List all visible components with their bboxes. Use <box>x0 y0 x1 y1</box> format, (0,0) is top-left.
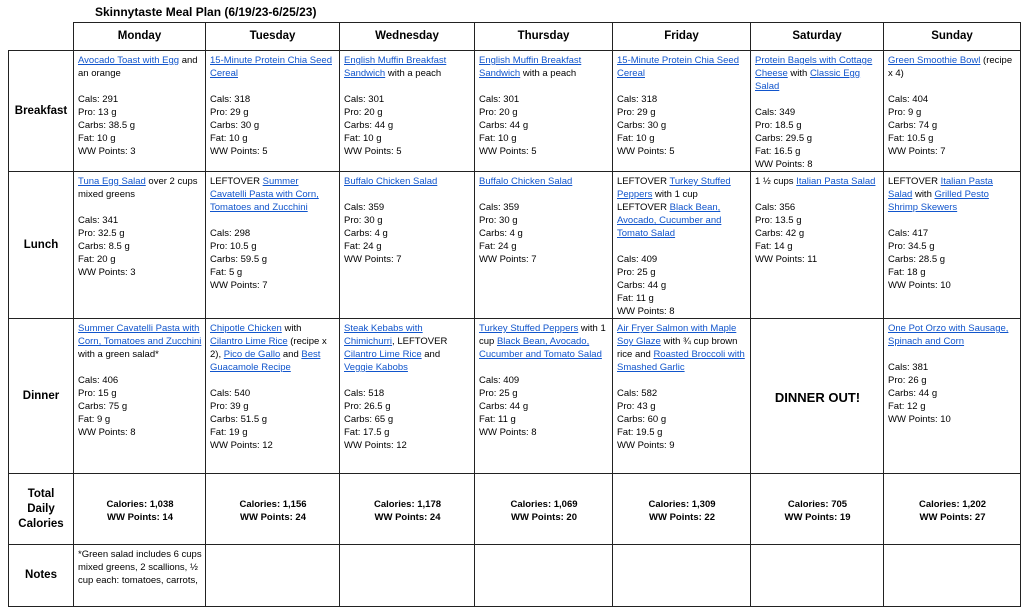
notes-cell-monday: *Green salad includes 6 cups mixed greens, 2 scallions, ½ cup each: tomatoes, carrots, <box>74 545 206 607</box>
recipe-link[interactable]: Buffalo Chicken Salad <box>479 176 573 187</box>
nutrition-line: Pro: 13.5 g <box>755 215 802 226</box>
spacer <box>617 80 747 93</box>
day-header-saturday: Saturday <box>751 23 884 51</box>
notes-cell-sunday <box>884 545 1021 607</box>
meal-text: 1 ½ cups <box>755 176 797 187</box>
nutrition-line: WW Points: 3 <box>78 146 136 157</box>
nutrition-line: Pro: 15 g <box>78 388 117 399</box>
nutrition-line: Pro: 29 g <box>210 107 249 118</box>
nutrition-line: Pro: 43 g <box>617 401 656 412</box>
nutrition-line: Cals: 298 <box>210 228 251 239</box>
total-calories: Calories: 1,038 <box>106 498 174 510</box>
meal-text: and <box>421 349 441 360</box>
meal-plan-table <box>8 22 1021 607</box>
nutrition-line: Cals: 318 <box>617 94 658 105</box>
nutrition-line: Fat: 10.5 g <box>888 133 934 144</box>
notes-row <box>9 545 1021 607</box>
recipe-link[interactable]: Italian Pasta Salad <box>888 176 993 200</box>
spacer <box>479 361 609 374</box>
nutrition-line: WW Points: 5 <box>210 146 268 157</box>
recipe-link[interactable]: Summer Cavatelli Pasta with Corn, Tomatoes and Zucchini <box>210 176 319 213</box>
row-label-total-line: Total <box>27 487 55 500</box>
meal-cell-saturday <box>751 51 884 172</box>
spacer <box>210 214 336 227</box>
recipe-link[interactable]: Turkey Stuffed Peppers <box>617 176 731 200</box>
notes-cell-thursday <box>475 545 613 607</box>
notes-cell-saturday <box>751 545 884 607</box>
nutrition-line: Pro: 9 g <box>888 107 922 118</box>
nutrition-line: Cals: 318 <box>210 94 251 105</box>
row-label-notes: Notes <box>9 545 74 607</box>
nutrition-line: Fat: 11 g <box>479 414 516 425</box>
nutrition-line: Carbs: 74 g <box>888 120 938 131</box>
nutrition-line: Carbs: 4 g <box>479 228 523 239</box>
meal-description <box>755 175 880 188</box>
notes-cell-tuesday <box>206 545 340 607</box>
nutrition-line: Carbs: 44 g <box>344 120 394 131</box>
meal-cell-monday <box>74 319 206 474</box>
nutrition-line: Fat: 10 g <box>78 133 116 144</box>
nutrition-line: WW Points: 7 <box>344 254 402 265</box>
recipe-link[interactable]: 15-Minute Protein Chia Seed Cereal <box>210 55 332 79</box>
meal-cell-thursday <box>475 51 613 172</box>
nutrition-line: Carbs: 44 g <box>479 120 529 131</box>
recipe-link[interactable]: Summer Cavatelli Pasta with Corn, Tomatoes and Zucchini <box>78 323 202 347</box>
nutrition-line: Cals: 356 <box>755 202 796 213</box>
row-label-breakfast: Breakfast <box>9 51 74 172</box>
nutrition-line: WW Points: 5 <box>344 146 402 157</box>
nutrition-line: Cals: 359 <box>344 202 385 213</box>
totals-row <box>9 474 1021 545</box>
page-title: Skinnytaste Meal Plan (6/19/23-6/25/23) <box>95 5 317 19</box>
notes-cell-friday <box>613 545 751 607</box>
spacer <box>755 93 880 106</box>
total-ww-points: WW Points: 20 <box>511 511 577 523</box>
nutrition-line: Carbs: 44 g <box>479 401 529 412</box>
recipe-link[interactable]: English Muffin Breakfast Sandwich <box>479 55 582 79</box>
nutrition-line: Fat: 9 g <box>78 414 111 425</box>
nutrition-line: Pro: 26.5 g <box>344 401 391 412</box>
total-ww-points: WW Points: 22 <box>649 511 715 523</box>
meal-cell-friday <box>613 51 751 172</box>
spacer <box>210 374 336 387</box>
nutrition-line: WW Points: 11 <box>755 254 818 265</box>
nutrition-line: WW Points: 7 <box>888 146 946 157</box>
nutrition-line: Fat: 10 g <box>479 133 517 144</box>
nutrition-line: Cals: 349 <box>755 107 796 118</box>
nutrition-line: Carbs: 30 g <box>210 120 260 131</box>
daily-total-thursday <box>475 474 613 545</box>
meal-text: with 1 cup <box>479 323 606 347</box>
recipe-link[interactable]: One Pot Orzo with Sausage, Spinach and Corn <box>888 323 1009 347</box>
spacer <box>479 80 609 93</box>
meal-text: with <box>281 323 302 334</box>
meal-cell-tuesday <box>206 172 340 319</box>
nutrition-line: Cals: 406 <box>78 375 119 386</box>
nutrition-line: Carbs: 30 g <box>617 120 667 131</box>
total-calories: Calories: 1,178 <box>373 498 442 510</box>
nutrition-line: Cals: 301 <box>344 94 385 105</box>
total-calories: Calories: 1,202 <box>918 498 987 510</box>
nutrition-line: Fat: 5 g <box>210 267 243 278</box>
meal-description <box>888 54 1017 80</box>
breakfast-row <box>9 51 1021 172</box>
meal-cell-monday <box>74 51 206 172</box>
day-header-wednesday: Wednesday <box>340 23 475 51</box>
meal-text: with a peach <box>520 68 577 79</box>
nutrition-line: Cals: 359 <box>479 202 520 213</box>
meal-description <box>617 322 747 374</box>
nutrition-line: Cals: 404 <box>888 94 929 105</box>
meal-description <box>344 54 471 80</box>
nutrition-line: Fat: 10 g <box>344 133 382 144</box>
meal-description <box>617 54 747 80</box>
spacer <box>210 80 336 93</box>
total-ww-points: WW Points: 27 <box>919 511 986 523</box>
meal-text: over 2 cups mixed greens <box>78 176 198 200</box>
spacer <box>344 80 471 93</box>
nutrition-line: Fat: 20 g <box>78 254 116 265</box>
spacer <box>78 361 202 374</box>
nutrition-line: WW Points: 12 <box>344 440 407 451</box>
total-calories: Calories: 1,069 <box>510 498 578 510</box>
row-label-dinner: Dinner <box>9 319 74 474</box>
nutrition-line: Fat: 18 g <box>888 267 926 278</box>
recipe-link[interactable]: Cilantro Lime Rice <box>344 349 422 360</box>
meal-description <box>888 175 1017 214</box>
nutrition-line: WW Points: 8 <box>755 159 813 170</box>
corner-cell <box>9 23 74 51</box>
meal-text: LEFTOVER <box>888 176 941 187</box>
meal-description <box>479 322 609 361</box>
dinner-out-label: DINNER OUT! <box>751 319 884 474</box>
meal-text: LEFTOVER <box>617 176 670 187</box>
recipe-link[interactable]: Veggie Kabobs <box>344 362 408 373</box>
total-ww-points: WW Points: 24 <box>374 511 441 523</box>
nutrition-line: Carbs: 38.5 g <box>78 120 136 131</box>
nutrition-line: WW Points: 12 <box>210 440 273 451</box>
nutrition-line: Cals: 291 <box>78 94 119 105</box>
meal-cell-tuesday <box>206 319 340 474</box>
nutrition-line: Pro: 25 g <box>617 267 656 278</box>
nutrition-line: Fat: 14 g <box>755 241 793 252</box>
recipe-link[interactable]: English Muffin Breakfast Sandwich <box>344 55 447 79</box>
nutrition-line: Pro: 39 g <box>210 401 249 412</box>
recipe-link[interactable]: Tuna Egg Salad <box>78 176 146 187</box>
nutrition-line: Carbs: 59.5 g <box>210 254 268 265</box>
nutrition-line: Carbs: 42 g <box>755 228 805 239</box>
nutrition-line: Pro: 26 g <box>888 375 927 386</box>
total-calories: Calories: 705 <box>787 498 848 510</box>
daily-total-saturday <box>751 474 884 545</box>
nutrition-line: WW Points: 5 <box>479 146 537 157</box>
day-header-friday: Friday <box>613 23 751 51</box>
meal-text: and <box>280 349 302 360</box>
recipe-link[interactable]: Protein Bagels with Cottage Cheese <box>755 55 873 79</box>
nutrition-line: Fat: 17.5 g <box>344 427 390 438</box>
meal-cell-wednesday <box>340 319 475 474</box>
nutrition-line: WW Points: 10 <box>888 414 951 425</box>
nutrition-line: Cals: 409 <box>617 254 658 265</box>
nutrition-line: Pro: 30 g <box>344 215 383 226</box>
day-header-thursday: Thursday <box>475 23 613 51</box>
recipe-link[interactable]: Chipotle Chicken <box>210 323 282 334</box>
meal-description <box>888 322 1017 348</box>
nutrition-line: Cals: 341 <box>78 215 119 226</box>
meal-description <box>344 175 471 188</box>
nutrition-line: Pro: 32.5 g <box>78 228 125 239</box>
row-label-lunch: Lunch <box>9 172 74 319</box>
meal-text: (recipe x 2), <box>210 336 327 360</box>
nutrition-line: WW Points: 10 <box>888 280 951 291</box>
spacer <box>755 188 880 201</box>
nutrition-line: Fat: 10 g <box>210 133 248 144</box>
row-label-total-line: Daily <box>27 502 55 515</box>
meal-text: with ¾ cup brown rice and <box>617 336 738 360</box>
nutrition-line: Cals: 381 <box>888 362 929 373</box>
nutrition-line: Pro: 30 g <box>479 215 518 226</box>
nutrition-line: Cals: 409 <box>479 375 520 386</box>
nutrition-line: Carbs: 4 g <box>344 228 388 239</box>
recipe-link[interactable]: Air Fryer Salmon with Maple Soy Glaze <box>617 323 737 347</box>
meal-description <box>78 322 202 361</box>
nutrition-line: WW Points: 8 <box>617 306 675 317</box>
meal-text: with <box>912 189 935 200</box>
nutrition-line: Fat: 19.5 g <box>617 427 663 438</box>
day-header-sunday: Sunday <box>884 23 1021 51</box>
meal-description <box>210 54 336 80</box>
meal-description <box>210 322 336 374</box>
nutrition-line: Fat: 11 g <box>617 293 654 304</box>
spacer <box>78 80 202 93</box>
meal-description <box>617 175 747 240</box>
spacer <box>617 374 747 387</box>
meal-description <box>344 322 471 374</box>
nutrition-line: Carbs: 29.5 g <box>755 133 813 144</box>
meal-cell-sunday <box>884 172 1021 319</box>
meal-description <box>78 54 202 80</box>
spacer <box>344 374 471 387</box>
lunch-row <box>9 172 1021 319</box>
day-header-tuesday: Tuesday <box>206 23 340 51</box>
meal-text: with 1 cup LEFTOVER <box>617 189 698 213</box>
meal-cell-saturday <box>751 172 884 319</box>
nutrition-line: Cals: 417 <box>888 228 929 239</box>
nutrition-line: Fat: 10 g <box>617 133 655 144</box>
recipe-link[interactable]: Black Bean, Avocado, Cucumber and Tomato Salad <box>479 336 602 360</box>
notes-cell-wednesday <box>340 545 475 607</box>
meal-cell-friday <box>613 172 751 319</box>
spacer <box>344 188 471 201</box>
nutrition-line: Cals: 518 <box>344 388 385 399</box>
nutrition-line: WW Points: 5 <box>617 146 675 157</box>
meal-text: , LEFTOVER <box>392 336 448 347</box>
nutrition-line: WW Points: 8 <box>78 427 136 438</box>
meal-cell-friday <box>613 319 751 474</box>
daily-total-tuesday <box>206 474 340 545</box>
meal-text: and an orange <box>78 55 198 79</box>
total-ww-points: WW Points: 19 <box>784 511 851 523</box>
meal-description <box>479 175 609 188</box>
spacer <box>888 348 1017 361</box>
daily-total-friday <box>613 474 751 545</box>
nutrition-line: Carbs: 44 g <box>617 280 667 291</box>
meal-description <box>210 175 336 214</box>
meal-cell-wednesday <box>340 172 475 319</box>
meal-cell-wednesday <box>340 51 475 172</box>
total-calories: Calories: 1,156 <box>239 498 307 510</box>
nutrition-line: Pro: 10.5 g <box>210 241 257 252</box>
meal-text: (recipe x 4) <box>888 55 1013 79</box>
nutrition-line: Carbs: 51.5 g <box>210 414 268 425</box>
nutrition-line: WW Points: 7 <box>210 280 268 291</box>
recipe-link[interactable]: Classic Egg Salad <box>755 68 861 92</box>
meal-cell-thursday <box>475 172 613 319</box>
nutrition-line: Carbs: 65 g <box>344 414 394 425</box>
recipe-link[interactable]: Avocado Toast with Egg <box>78 55 180 66</box>
spacer <box>78 201 202 214</box>
nutrition-line: Pro: 29 g <box>617 107 656 118</box>
day-header-monday: Monday <box>74 23 206 51</box>
nutrition-line: Pro: 13 g <box>78 107 117 118</box>
meal-cell-tuesday <box>206 51 340 172</box>
nutrition-line: Cals: 301 <box>479 94 520 105</box>
recipe-link[interactable]: Buffalo Chicken Salad <box>344 176 438 187</box>
meal-description <box>755 54 880 93</box>
nutrition-line: Fat: 19 g <box>210 427 248 438</box>
meal-cell-thursday <box>475 319 613 474</box>
meal-text: with a green salad* <box>78 349 159 360</box>
nutrition-line: Carbs: 8.5 g <box>78 241 130 252</box>
total-ww-points: WW Points: 14 <box>107 511 173 523</box>
nutrition-line: Carbs: 28.5 g <box>888 254 946 265</box>
recipe-link[interactable]: 15-Minute Protein Chia Seed Cereal <box>617 55 739 79</box>
meal-text: with <box>787 68 810 79</box>
recipe-link[interactable]: Steak Kebabs with Chimichurri <box>344 323 423 347</box>
nutrition-line: Pro: 34.5 g <box>888 241 935 252</box>
meal-text: with a peach <box>385 68 442 79</box>
nutrition-line: Pro: 25 g <box>479 388 518 399</box>
row-label-total <box>9 474 74 545</box>
recipe-link[interactable]: Italian Pasta Salad <box>796 176 876 187</box>
total-ww-points: WW Points: 24 <box>240 511 306 523</box>
nutrition-line: Carbs: 75 g <box>78 401 128 412</box>
dinner-row <box>9 319 1021 474</box>
meal-cell-monday <box>74 172 206 319</box>
recipe-link[interactable]: Best Guacamole Recipe <box>210 349 321 373</box>
nutrition-line: WW Points: 7 <box>479 254 537 265</box>
daily-total-wednesday <box>340 474 475 545</box>
nutrition-line: Fat: 24 g <box>344 241 382 252</box>
recipe-link[interactable]: Turkey Stuffed Peppers <box>479 323 579 334</box>
nutrition-line: WW Points: 8 <box>479 427 537 438</box>
meal-cell-sunday <box>884 319 1021 474</box>
recipe-link[interactable]: Roasted Broccoli with Smashed Garlic <box>617 349 745 373</box>
spacer <box>479 188 609 201</box>
meal-cell-sunday <box>884 51 1021 172</box>
header-row <box>9 23 1021 51</box>
recipe-link[interactable]: Black Bean, Avocado, Cucumber and Tomato Salad <box>617 202 722 239</box>
nutrition-line: WW Points: 9 <box>617 440 675 451</box>
nutrition-line: Fat: 24 g <box>479 241 517 252</box>
recipe-link[interactable]: Grilled Pesto Shrimp Skewers <box>888 189 989 213</box>
meal-description <box>479 54 609 80</box>
meal-text: LEFTOVER <box>210 176 263 187</box>
meal-description <box>78 175 202 201</box>
daily-total-sunday <box>884 474 1021 545</box>
nutrition-line: Carbs: 60 g <box>617 414 667 425</box>
spacer <box>888 80 1017 93</box>
recipe-link[interactable]: Pico de Gallo <box>223 349 281 360</box>
spacer <box>617 240 747 253</box>
nutrition-line: WW Points: 3 <box>78 267 136 278</box>
recipe-link[interactable]: Green Smoothie Bowl <box>888 55 981 66</box>
total-calories: Calories: 1,309 <box>648 498 716 510</box>
nutrition-line: Cals: 540 <box>210 388 251 399</box>
nutrition-line: Fat: 16.5 g <box>755 146 801 157</box>
row-label-total-line: Calories <box>18 517 64 530</box>
recipe-link[interactable]: Cilantro Lime Rice <box>210 336 288 347</box>
nutrition-line: Pro: 20 g <box>479 107 518 118</box>
daily-total-monday <box>74 474 206 545</box>
nutrition-line: Cals: 582 <box>617 388 658 399</box>
nutrition-line: Pro: 18.5 g <box>755 120 802 131</box>
nutrition-line: Carbs: 44 g <box>888 388 938 399</box>
spacer <box>888 214 1017 227</box>
nutrition-line: Fat: 12 g <box>888 401 926 412</box>
nutrition-line: Pro: 20 g <box>344 107 383 118</box>
